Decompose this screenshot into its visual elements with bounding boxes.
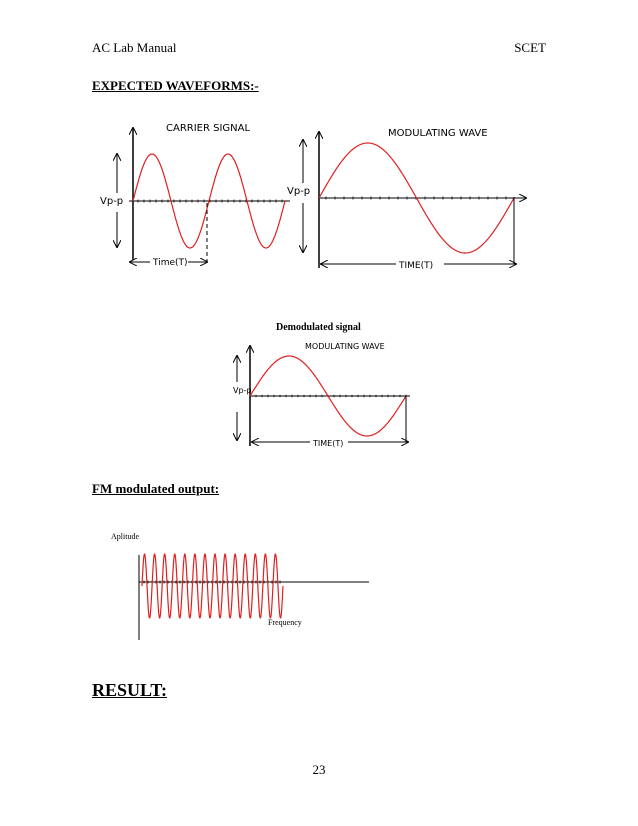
fm-output-heading: FM modulated output: <box>92 481 220 496</box>
fm-output-figure <box>111 532 369 640</box>
result-heading: RESULT: <box>92 680 168 700</box>
carrier-title: CARRIER SIGNAL <box>166 123 251 134</box>
demodulated-title: MODULATING WAVE <box>305 342 385 351</box>
carrier-signal-figure <box>100 123 290 268</box>
carrier-vpp-label: Vp-p <box>100 196 124 207</box>
demodulated-caption: Demodulated signal <box>276 322 361 333</box>
page-number: 23 <box>312 762 326 777</box>
carrier-time-label: Time(T) <box>153 258 188 268</box>
demodulated-time-label: TIME(T) <box>313 439 344 448</box>
modulating-vpp-label: Vp-p <box>287 186 311 197</box>
header-title: AC Lab Manual <box>92 40 177 55</box>
fm-waveform <box>142 554 283 618</box>
modulating-title: MODULATING WAVE <box>388 128 488 139</box>
fm-axis-ticks <box>144 581 280 584</box>
demodulated-vpp-label: Vp-p <box>233 386 252 395</box>
expected-waveforms-heading: EXPECTED WAVEFORMS:- <box>92 78 259 93</box>
fm-frequency-label: Frequency <box>268 618 302 627</box>
modulating-time-label: TIME(T) <box>399 261 434 271</box>
fm-amplitude-label: Aplitude <box>111 532 139 541</box>
demodulated-signal-figure <box>233 322 410 448</box>
header-institution: SCET <box>514 40 546 55</box>
modulating-wave-figure <box>287 128 526 271</box>
